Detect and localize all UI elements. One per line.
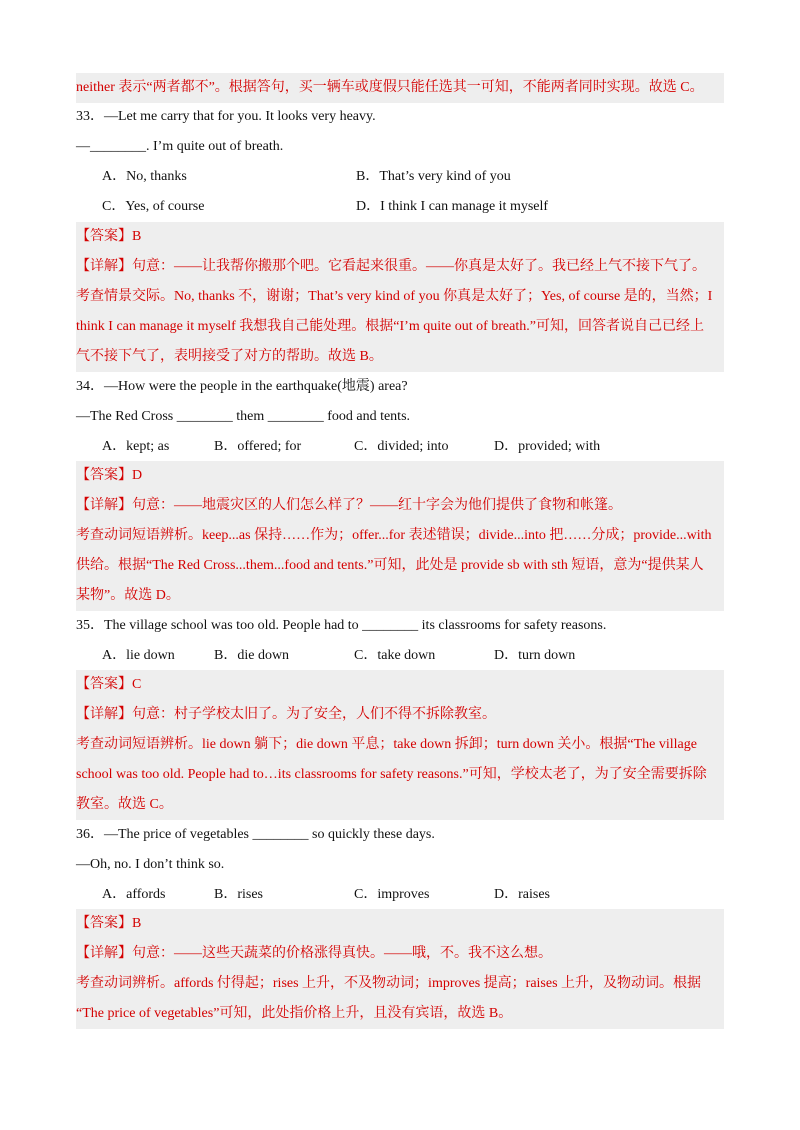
answer-block: [76, 461, 724, 611]
explanation-line: 【详解】句意：——这些天蔬菜的价格涨得真快。——哦，不。我不这么想。: [76, 946, 552, 961]
explanation-line: school was too old. People had to…its classrooms for safety reasons.”可知，学校太老了，为了安全需要拆除: [76, 767, 707, 782]
explanation-line: 【详解】句意：——地震灾区的人们怎么样了？——红十字会为他们提供了食物和帐篷。: [76, 498, 622, 513]
question-stem-reply: —Oh, no. I don’t think so.: [76, 857, 225, 872]
explanation-line: “The price of vegetables”可知，此处指价格上升，且没有宾语，故选 B。: [76, 1006, 513, 1021]
question-33: [76, 102, 724, 222]
explanation-line: 供给。根据“The Red Cross...them...food and tents.”可知，此处是 provide sb with sth 短语，意为“提供某人: [76, 558, 704, 573]
explanation-line: 某物”。故选 D。: [76, 588, 180, 603]
explanation-line: 考查动词短语辨析。keep...as 保持……作为；offer...for 表述错误；divide...into 把……分成；provide...with: [76, 528, 712, 543]
explanation-line: neither 表示“两者都不”。根据答句，买一辆车或度假只能任选其一可知，不能两者同时实现。故选 C。: [76, 80, 704, 95]
question-stem-reply: —The Red Cross ________ them ________ food and tents.: [76, 409, 411, 424]
options-row: [76, 880, 724, 910]
explanation-line: think I can manage it myself 我想我自己能处理。根据“I’m quite out of breath.”可知，回答者说自己已经上: [76, 319, 704, 334]
explanation-block: [76, 73, 724, 103]
answer-block: [76, 670, 724, 820]
question-stem: 35．The village school was too old. People had to ________ its classrooms for safety reasons.: [76, 618, 607, 633]
option-c: C．improves: [354, 887, 430, 902]
question-stem: 33．—Let me carry that for you. It looks very heavy.: [76, 109, 376, 124]
question-35: [76, 611, 724, 671]
explanation-line: 考查动词辨析。affords 付得起；rises 上升，不及物动词；improves 提高；raises 上升，及物动词。根据: [76, 976, 702, 991]
explanation-line: 教室。故选 C。: [76, 797, 173, 812]
options-row: [76, 641, 724, 671]
option-b: B．rises: [214, 887, 263, 902]
answer-label: 【答案】B: [76, 916, 142, 931]
answer-label: 【答案】B: [76, 229, 142, 244]
question-stem-reply: —________. I’m quite out of breath.: [76, 139, 284, 154]
option-a: A．kept; as: [102, 439, 170, 454]
option-b: B．That’s very kind of you: [356, 169, 511, 184]
explanation-line: 考查动词短语辨析。lie down 躺下；die down 平息；take down 拆卸；turn down 关小。根据“The village: [76, 737, 697, 752]
explanation-line: 【详解】句意：村子学校太旧了。为了安全，人们不得不拆除教室。: [76, 707, 496, 722]
option-d: D．raises: [494, 887, 550, 902]
question-34: [76, 372, 724, 462]
question-stem: 34．—How were the people in the earthquake(地震) area?: [76, 379, 408, 394]
option-a: A．affords: [102, 887, 166, 902]
options-row: [76, 432, 724, 462]
options-row: [76, 192, 724, 222]
question-36: [76, 820, 724, 910]
option-d: D．provided; with: [494, 439, 601, 454]
answer-block: [76, 909, 724, 1029]
options-row: [76, 162, 724, 192]
question-stem: 36．—The price of vegetables ________ so quickly these days.: [76, 827, 435, 842]
explanation-line: 气不接下气了，表明接受了对方的帮助。故选 B。: [76, 349, 383, 364]
option-c: C．take down: [354, 648, 436, 663]
option-b: B．offered; for: [214, 439, 302, 454]
explanation-line: 【详解】句意：——让我帮你搬那个吧。它看起来很重。——你真是太好了。我已经上气不接下气了。: [76, 259, 706, 274]
option-a: A．No, thanks: [102, 169, 187, 184]
option-d: D．turn down: [494, 648, 576, 663]
answer-label: 【答案】D: [76, 468, 143, 483]
option-b: B．die down: [214, 648, 290, 663]
answer-block: [76, 222, 724, 372]
option-a: A．lie down: [102, 648, 175, 663]
option-c: C．divided; into: [354, 439, 449, 454]
option-c: C．Yes, of course: [102, 199, 205, 214]
option-d: D．I think I can manage it myself: [356, 199, 549, 214]
explanation-line: 考查情景交际。No, thanks 不，谢谢；That’s very kind of you 你真是太好了；Yes, of course 是的，当然；I: [76, 289, 713, 304]
answer-label: 【答案】C: [76, 677, 142, 692]
